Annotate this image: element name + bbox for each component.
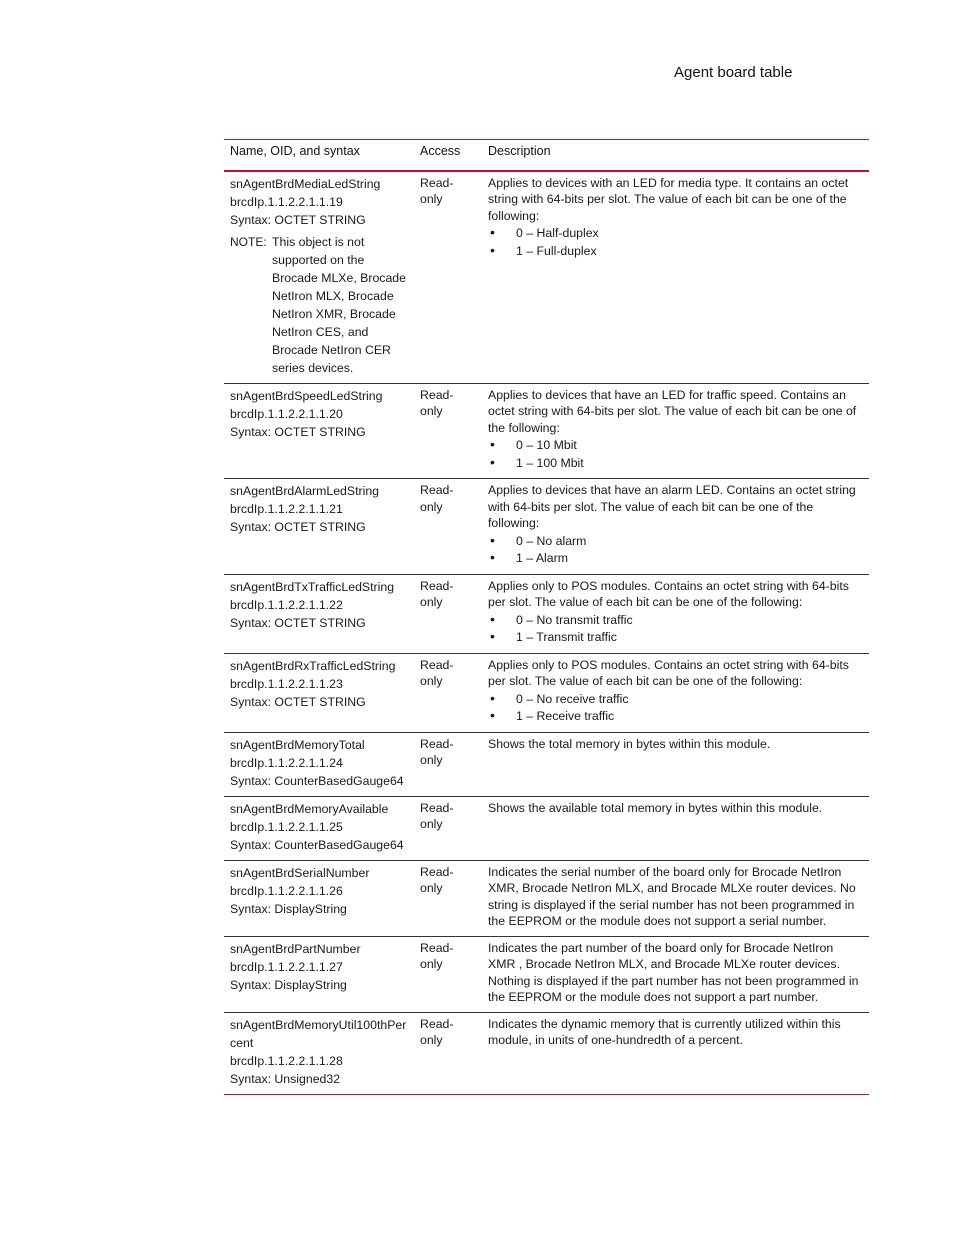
access-cell: Read-only (414, 796, 482, 860)
description-text: Applies only to POS modules. Contains an octet string with 64-bits per slot. The value of each bit can be one of the following: (488, 578, 849, 609)
object-syntax: Syntax: DisplayString (230, 977, 347, 992)
column-header-name: Name, OID, and syntax (224, 140, 414, 171)
name-cell (224, 1012, 414, 1094)
object-name: snAgentBrdMediaLedString (230, 176, 381, 191)
object-name: snAgentBrdRxTrafficLedString (230, 658, 396, 673)
table-row (224, 479, 869, 575)
object-name: snAgentBrdSerialNumber (230, 865, 370, 880)
access-cell: Read-only (414, 383, 482, 479)
object-name: snAgentBrdMemoryUtil100thPercent (230, 1017, 407, 1050)
object-syntax: Syntax: OCTET STRING (230, 694, 366, 709)
object-name: snAgentBrdSpeedLedString (230, 388, 383, 403)
bullet-list (488, 437, 863, 472)
table-row (224, 860, 869, 936)
page-header-title: Agent board table (674, 64, 793, 81)
description-text: Indicates the part number of the board only for Brocade NetIron XMR , Brocade NetIron MLX, and Brocade MLXe router devices. Nothing is displayed if the part number has not been programmed in the EEPROM or the module does not support a part number. (488, 940, 859, 1004)
name-cell (224, 383, 414, 479)
object-syntax: Syntax: CounterBasedGauge64 (230, 837, 404, 852)
object-oid: brcdIp.1.1.2.2.1.1.24 (230, 755, 343, 770)
description-text: Applies to devices with an LED for media type. It contains an octet string with 64-bits per slot. The value of each bit can be one of the following: (488, 175, 849, 223)
access-cell: Read-only (414, 1012, 482, 1094)
object-syntax: Syntax: OCTET STRING (230, 212, 366, 227)
list-item: • 1 – Alarm (488, 550, 863, 568)
object-syntax: Syntax: DisplayString (230, 901, 347, 916)
description-text: Applies only to POS modules. Contains an octet string with 64-bits per slot. The value of each bit can be one of the following: (488, 657, 849, 688)
description-cell (482, 479, 869, 575)
note-text: This object is not supported on the Brocade MLXe, Brocade NetIron MLX, Brocade NetIron XMR, Brocade NetIron CES, and Brocade NetIron CER series devices. (272, 234, 406, 375)
description-text: Applies to devices that have an alarm LED. Contains an octet string with 64-bits per slot. The value of each bit can be one of the following: (488, 483, 856, 530)
list-item: • 1 – Receive traffic (488, 708, 863, 726)
object-oid: brcdIp.1.1.2.2.1.1.23 (230, 676, 343, 691)
note-block (230, 233, 408, 377)
object-name: snAgentBrdAlarmLedString (230, 484, 380, 498)
access-cell: Read-only (414, 574, 482, 653)
object-name: snAgentBrdMemoryAvailable (230, 801, 389, 816)
object-oid: brcdIp.1.1.2.2.1.1.26 (230, 883, 343, 898)
table-row (224, 574, 869, 653)
column-header-access: Access (414, 140, 482, 171)
access-cell: Read-only (414, 860, 482, 936)
object-name: snAgentBrdPartNumber (230, 941, 361, 956)
table-row (224, 171, 869, 384)
list-item: • 0 – 10 Mbit (488, 437, 863, 455)
table-header (224, 140, 869, 171)
object-oid: brcdIp.1.1.2.2.1.1.20 (230, 406, 343, 421)
column-header-description: Description (482, 140, 869, 171)
name-cell (224, 796, 414, 860)
description-cell (482, 574, 869, 653)
name-cell (224, 479, 414, 575)
bullet-list (488, 691, 863, 726)
object-syntax: Syntax: OCTET STRING (230, 520, 366, 534)
access-cell: Read-only (414, 936, 482, 1012)
table-row (224, 1012, 869, 1094)
description-cell (482, 796, 869, 860)
description-cell (482, 383, 869, 479)
mib-object-table (224, 139, 869, 1095)
description-cell (482, 732, 869, 796)
object-name: snAgentBrdMemoryTotal (230, 737, 365, 752)
table-row (224, 796, 869, 860)
object-oid: brcdIp.1.1.2.2.1.1.28 (230, 1053, 343, 1068)
bullet-list (488, 612, 863, 647)
access-cell: Read-only (414, 732, 482, 796)
access-cell: Read-only (414, 479, 482, 575)
note-label: NOTE: (230, 234, 267, 249)
list-item: • 0 – No receive traffic (488, 691, 863, 709)
access-cell: Read-only (414, 653, 482, 732)
description-text: Shows the total memory in bytes within this module. (488, 736, 771, 751)
table-row (224, 653, 869, 732)
description-text: Indicates the dynamic memory that is currently utilized within this module, in units of one-hundredth of a percent. (488, 1016, 841, 1047)
description-cell (482, 860, 869, 936)
object-oid: brcdIp.1.1.2.2.1.1.21 (230, 502, 343, 516)
name-cell (224, 574, 414, 653)
description-cell (482, 1012, 869, 1094)
description-text: Shows the available total memory in bytes within this module. (488, 800, 823, 815)
description-cell (482, 936, 869, 1012)
name-cell (224, 860, 414, 936)
table-row (224, 936, 869, 1012)
bullet-list (488, 225, 863, 260)
list-item: • 1 – 100 Mbit (488, 455, 863, 473)
object-syntax: Syntax: OCTET STRING (230, 615, 366, 630)
object-syntax: Syntax: OCTET STRING (230, 424, 366, 439)
bullet-list (488, 533, 863, 568)
access-cell: Read-only (414, 171, 482, 384)
table-row (224, 383, 869, 479)
name-cell (224, 653, 414, 732)
list-item: • 0 – Half-duplex (488, 225, 863, 243)
object-oid: brcdIp.1.1.2.2.1.1.25 (230, 819, 343, 834)
object-name: snAgentBrdTxTrafficLedString (230, 579, 395, 594)
table-row (224, 732, 869, 796)
description-text: Indicates the serial number of the board only for Brocade NetIron XMR, Brocade NetIron MLX, and Brocade MLXe router devices. No string is displayed if the serial number has not been programmed in the EEPROM or the module does not support a serial number. (488, 864, 856, 928)
name-cell (224, 171, 414, 384)
object-syntax: Syntax: Unsigned32 (230, 1071, 341, 1086)
name-cell (224, 732, 414, 796)
list-item: • 0 – No alarm (488, 533, 863, 551)
description-text: Applies to devices that have an LED for traffic speed. Contains an octet string with 64-bits per slot. The value of each bit can be one of the following: (488, 387, 857, 435)
list-item: • 1 – Transmit traffic (488, 629, 863, 647)
object-syntax: Syntax: CounterBasedGauge64 (230, 773, 404, 788)
name-cell (224, 936, 414, 1012)
object-oid: brcdIp.1.1.2.2.1.1.19 (230, 194, 343, 209)
description-cell (482, 171, 869, 384)
list-item: • 1 – Full-duplex (488, 243, 863, 261)
object-oid: brcdIp.1.1.2.2.1.1.22 (230, 597, 343, 612)
description-cell (482, 653, 869, 732)
object-oid: brcdIp.1.1.2.2.1.1.27 (230, 959, 343, 974)
list-item: • 0 – No transmit traffic (488, 612, 863, 630)
